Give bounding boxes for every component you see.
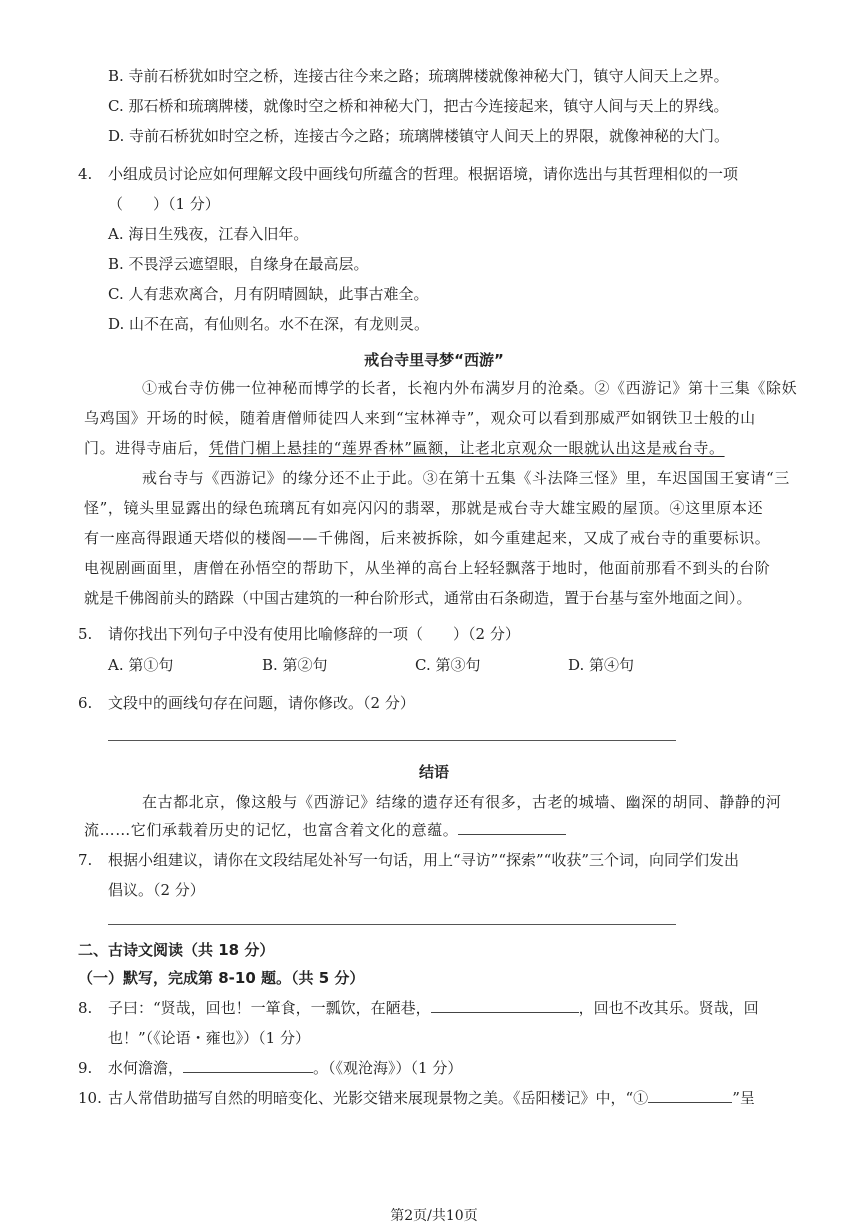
q3-option-d: D. 寺前石桥犹如时空之桥，连接古今之路；琉璃牌楼镇守人间天上的界限，就像神秘的大门。	[108, 127, 730, 145]
section-title-jieyu: 结语	[418, 763, 449, 781]
q8-line1-tail: ，回也不改其乐。贤哉，回	[578, 999, 759, 1017]
q3-option-b: B. 寺前石桥犹如时空之桥，连接古往今来之路；琉璃牌楼就像神秘大门，镇守人间天上之界。	[108, 67, 729, 85]
q10-line	[108, 1088, 755, 1108]
q5-option-b: B. 第②句	[262, 656, 328, 674]
q3-option-c: C. 那石桥和琉璃牌楼，就像时空之桥和神秘大门，把古今连接起来，镇守人间与天上的界线。	[108, 97, 729, 115]
q7-stem: 根据小组建议，请你在文段结尾处补写一句话，用上“寻访”“探索”“收获”三个词，向同学们发出	[108, 851, 740, 869]
q4-number: 4.	[78, 165, 93, 183]
underlined-sentence: 凭借门楣上悬挂的“莲界香林”匾额，让老北京观众一眼就认出这是戒台寺。	[208, 439, 725, 457]
xiyou-p2-line3: 有一座高得跟通天塔似的楼阁——千佛阁，后来被拆除，如今重建起来，又成了戒台寺的重要标识。	[84, 529, 771, 547]
q5-option-d: D. 第④句	[568, 656, 635, 674]
part2-subheading: （一）默写，完成第 8-10 题。（共 5 分）	[78, 969, 365, 987]
q4-answer-slot: （ ）（1 分）	[108, 195, 220, 213]
q6-stem: 文段中的画线句存在问题，请你修改。（2 分）	[108, 694, 415, 712]
q8-line1-lead: 子曰：“贤哉，回也！一箪食，一瓢饮，在陋巷，	[108, 999, 431, 1017]
q9-tail: 。（《观沧海》）（1 分）	[313, 1059, 463, 1077]
part2-heading: 二、古诗文阅读（共 18 分）	[78, 941, 275, 959]
q8-number: 8.	[78, 999, 93, 1017]
xiyou-p1-line2: 乌鸡国》开场的时候，随着唐僧师徒四人来到“宝林禅寺”，观众可以看到那威严如钢铁卫士般的山	[84, 409, 756, 427]
q5-option-a: A. 第①句	[108, 656, 174, 674]
xiyou-p1-line1: ①戒台寺仿佛一位神秘而博学的长者，长袍内外布满岁月的沧桑。②《西游记》第十三集《除妖	[142, 379, 798, 397]
xiyou-p2-line2: 怪”，镜头里显露出的绿色琉璃瓦有如亮闪闪的翡翠，那就是戒台寺大雄宝殿的屋顶。④这里原本还	[84, 499, 764, 517]
xiyou-p1-line3	[84, 438, 725, 458]
q5-stem: 请你找出下列句子中没有使用比喻修辞的一项（ ）（2 分）	[108, 625, 520, 643]
q8-line1	[108, 998, 759, 1018]
page-footer: 第2页/共10页	[390, 1208, 478, 1224]
jieyu-line1: 在古都北京，像这般与《西游记》结缘的遗存还有很多，古老的城墙、幽深的胡同、静静的河	[142, 793, 782, 811]
xiyou-p2-line1: 戒台寺与《西游记》的缘分还不止于此。③在第十五集《斗法降三怪》里，车迟国国王宴请“三	[142, 469, 790, 487]
q4-option-c: C. 人有悲欢离合，月有阴晴圆缺，此事古难全。	[108, 285, 429, 303]
jieyu-line2-text: 流……它们承载着历史的记忆，也富含着文化的意蕴。	[84, 821, 459, 839]
jieyu-fill-blank[interactable]	[458, 820, 566, 835]
q6-answer-line[interactable]	[108, 740, 676, 741]
q9-number: 9.	[78, 1059, 93, 1077]
q4-option-d: D. 山不在高，有仙则名。水不在深，有龙则灵。	[108, 315, 430, 333]
q10-number: 10.	[78, 1089, 102, 1107]
q10-fill-blank-1[interactable]	[648, 1088, 732, 1103]
q4-option-b: B. 不畏浮云遮望眼，自缘身在最高层。	[108, 255, 369, 273]
q10-lead: 古人常借助描写自然的明暗变化、光影交错来展现景物之美。《岳阳楼记》中，“①	[108, 1089, 649, 1107]
q9-line	[108, 1058, 462, 1078]
section-title-xiyou: 戒台寺里寻梦“西游”	[364, 351, 504, 369]
xiyou-p2-line5: 就是千佛阁前头的踏跺（中国古建筑的一种台阶形式，通常由石条砌造，置于台基与室外地面之间）。	[84, 589, 752, 607]
jieyu-line2	[84, 820, 566, 840]
q4-option-a: A. 海日生残夜，江春入旧年。	[108, 225, 309, 243]
q9-lead: 水何澹澹，	[108, 1059, 184, 1077]
q6-number: 6.	[78, 694, 93, 712]
q7-answer-line[interactable]	[108, 924, 676, 925]
q7-stem-cont: 倡议。（2 分）	[108, 881, 205, 899]
q4-stem: 小组成员讨论应如何理解文段中画线句所蕴含的哲理。根据语境，请你选出与其哲理相似的一项	[108, 165, 739, 183]
q7-number: 7.	[78, 851, 93, 869]
q9-fill-blank[interactable]	[183, 1058, 313, 1073]
q8-line2: 也！”（《论语・雍也》）（1 分）	[108, 1029, 310, 1047]
xiyou-p2-line4: 电视剧画面里，唐僧在孙悟空的帮助下，从坐禅的高台上轻轻飘落于地时，他面前那看不到头的台阶	[84, 559, 771, 577]
xiyou-p1-line3-lead: 门。进得寺庙后，	[84, 439, 209, 457]
q10-tail: ”呈	[732, 1089, 755, 1107]
q8-fill-blank[interactable]	[431, 998, 579, 1013]
q5-number: 5.	[78, 625, 93, 643]
q5-option-c: C. 第③句	[415, 656, 481, 674]
